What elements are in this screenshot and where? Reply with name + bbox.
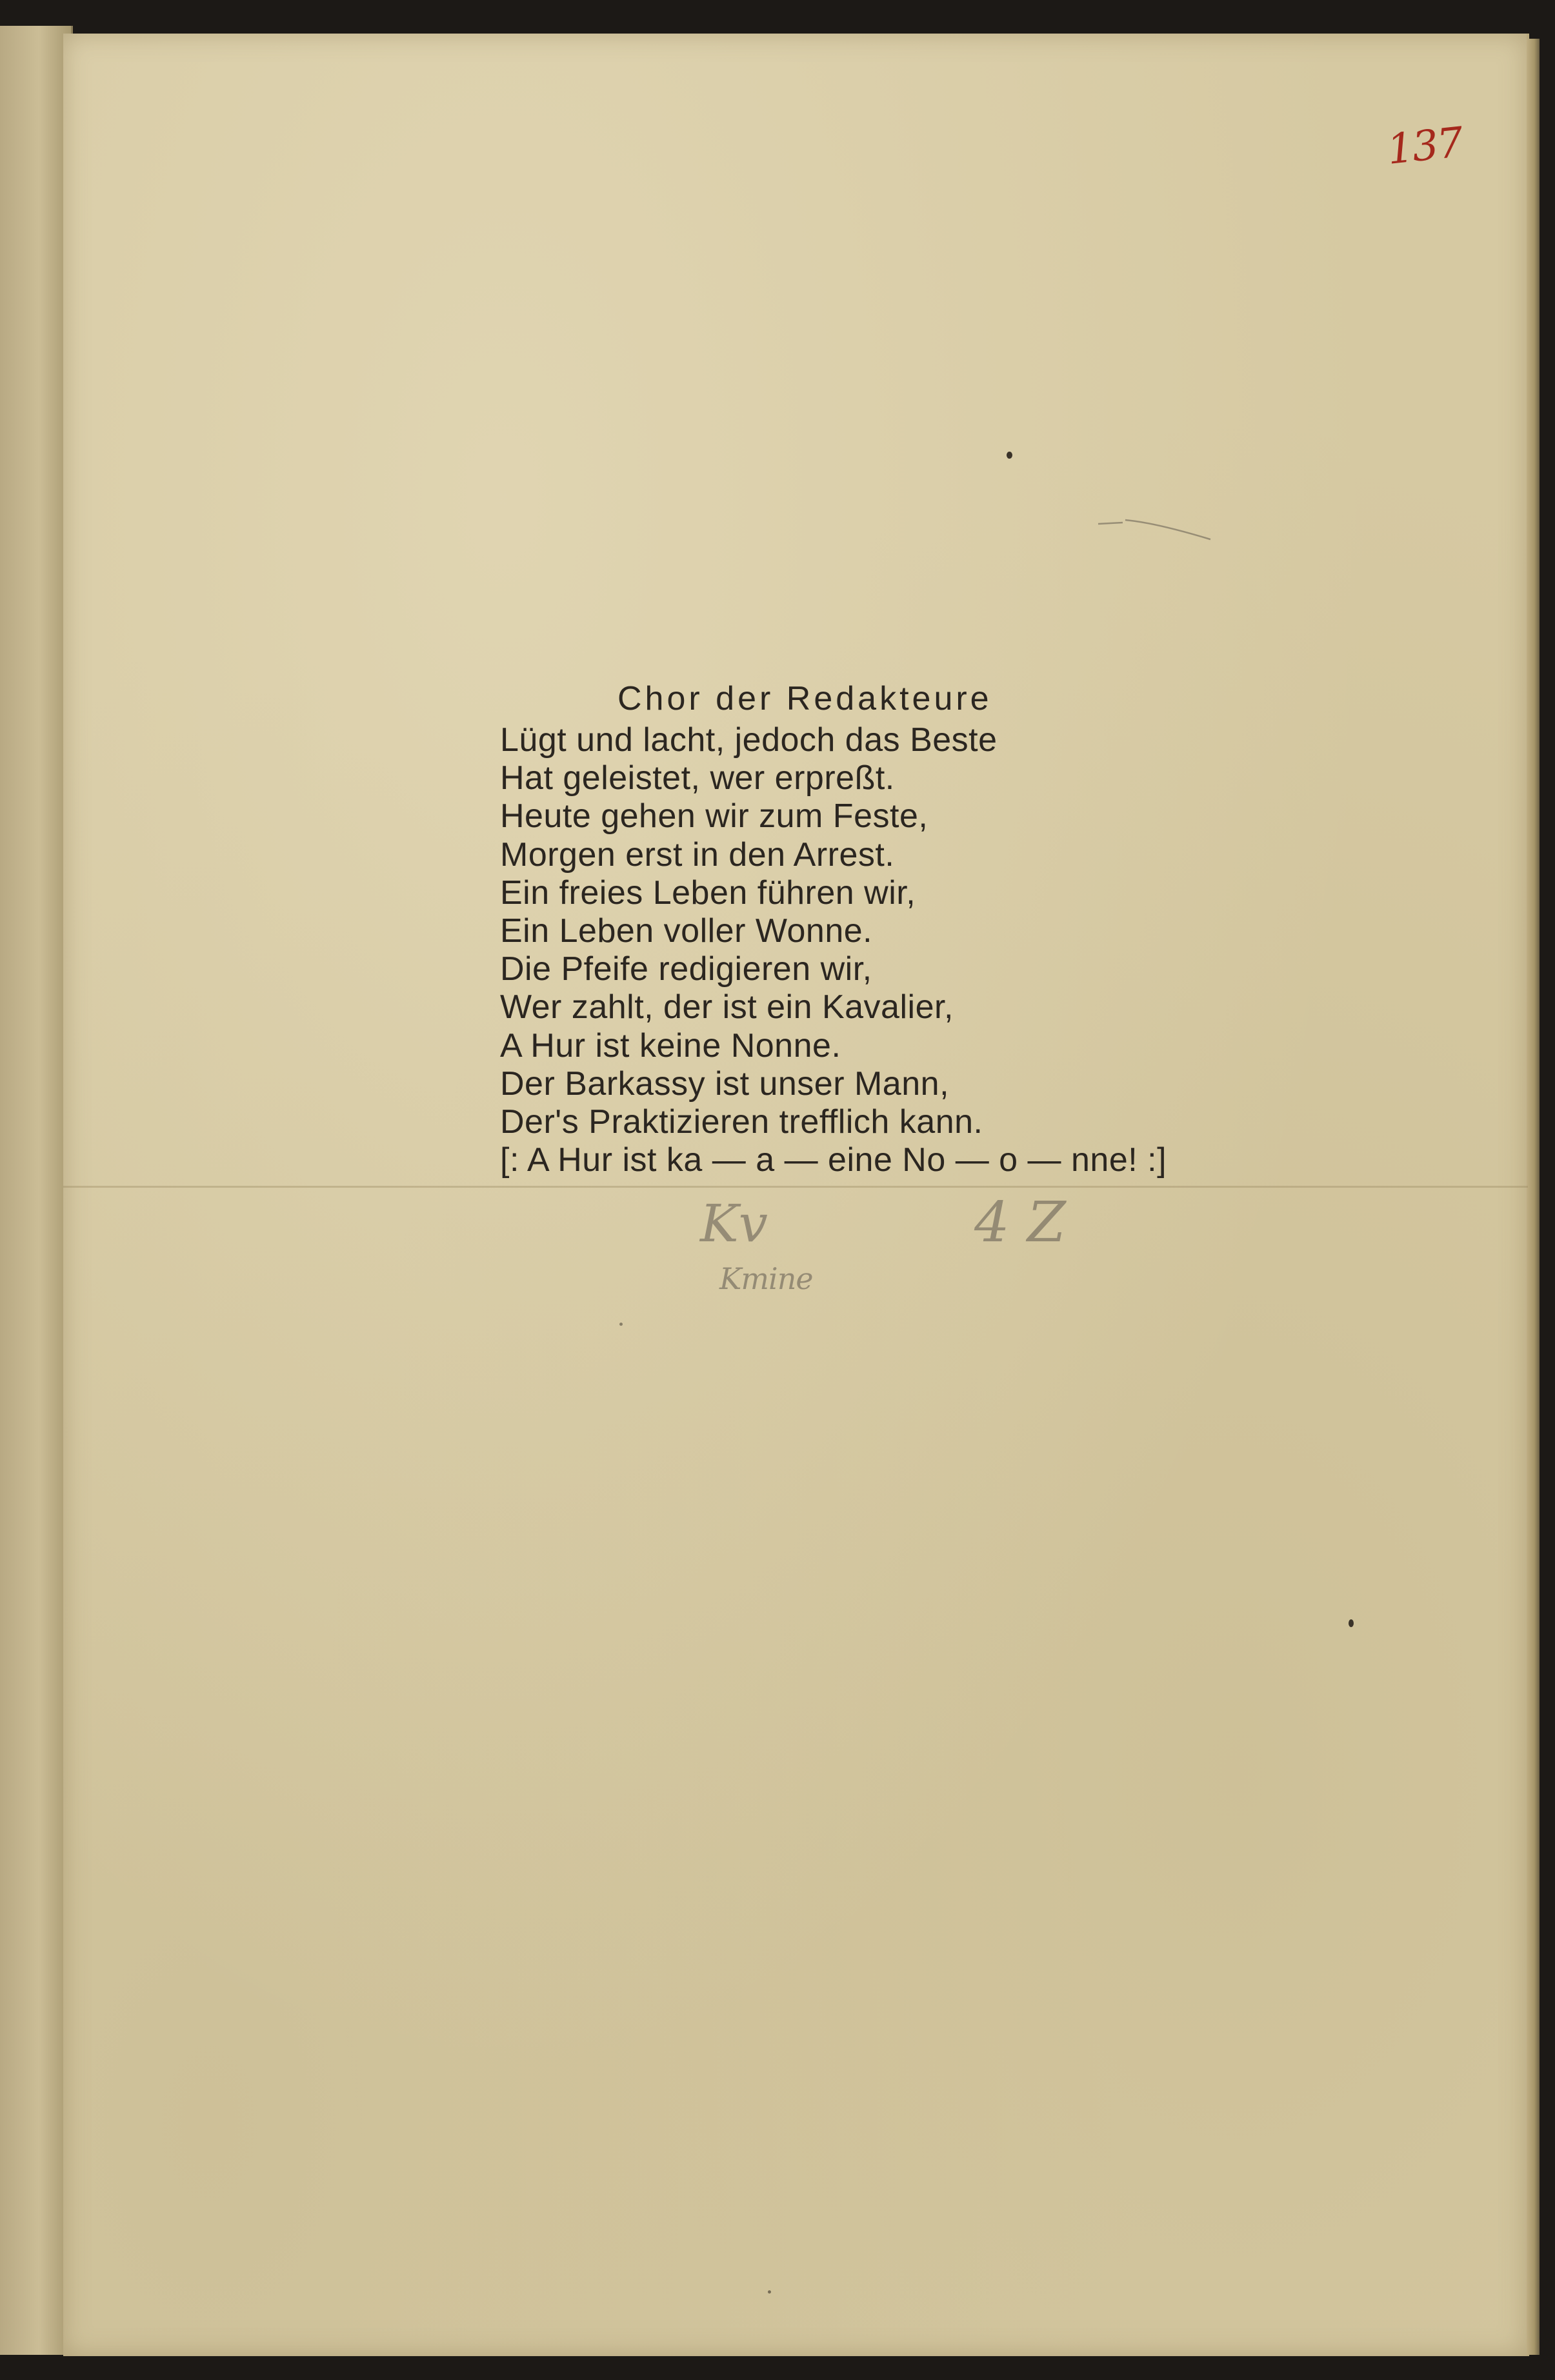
paper-speck: [768, 2290, 771, 2294]
poem-block: [500, 676, 1167, 1179]
poem-line: Ein Leben voller Wonne.: [500, 912, 873, 950]
poem-line: Die Pfeife redigieren wir,: [500, 950, 872, 988]
paper-speck: [1007, 452, 1012, 459]
poem-line: Der's Praktizieren trefflich kann.: [500, 1103, 983, 1141]
poem-title: Chor der Redakteure: [617, 680, 992, 717]
page-fold-line: [63, 1186, 1528, 1188]
poem-line: Morgen erst in den Arrest.: [500, 835, 895, 874]
page-stack-edge: [1527, 39, 1540, 2355]
poem-line: Wer zahlt, der ist ein Kavalier,: [500, 988, 954, 1026]
previous-page-edge: [0, 26, 73, 2355]
paper-speck: [619, 1323, 623, 1326]
folio-number: 137: [1385, 119, 1465, 174]
stray-pencil-mark: [1097, 516, 1213, 542]
poem-lines: [500, 721, 1167, 1179]
poem-line: [: A Hur ist ka — a — eine No — o — nne! :]: [500, 1141, 1167, 1179]
pencil-note: Kv: [700, 1194, 768, 1254]
poem-line: Der Barkassy ist unser Mann,: [500, 1065, 950, 1103]
poem-line: Hat geleistet, wer erpreßt.: [500, 759, 895, 797]
poem-line: Heute gehen wir zum Feste,: [500, 797, 928, 835]
poem-line: Ein freies Leben führen wir,: [500, 874, 916, 912]
poem-line: A Hur ist keine Nonne.: [500, 1026, 841, 1065]
poem-line: Lügt und lacht, jedoch das Beste: [500, 721, 998, 759]
paper-speck: [1349, 1619, 1354, 1627]
book-page: [63, 34, 1529, 2356]
pencil-note: Kmine: [719, 1261, 813, 1296]
pencil-note: 4 Z: [974, 1190, 1066, 1255]
